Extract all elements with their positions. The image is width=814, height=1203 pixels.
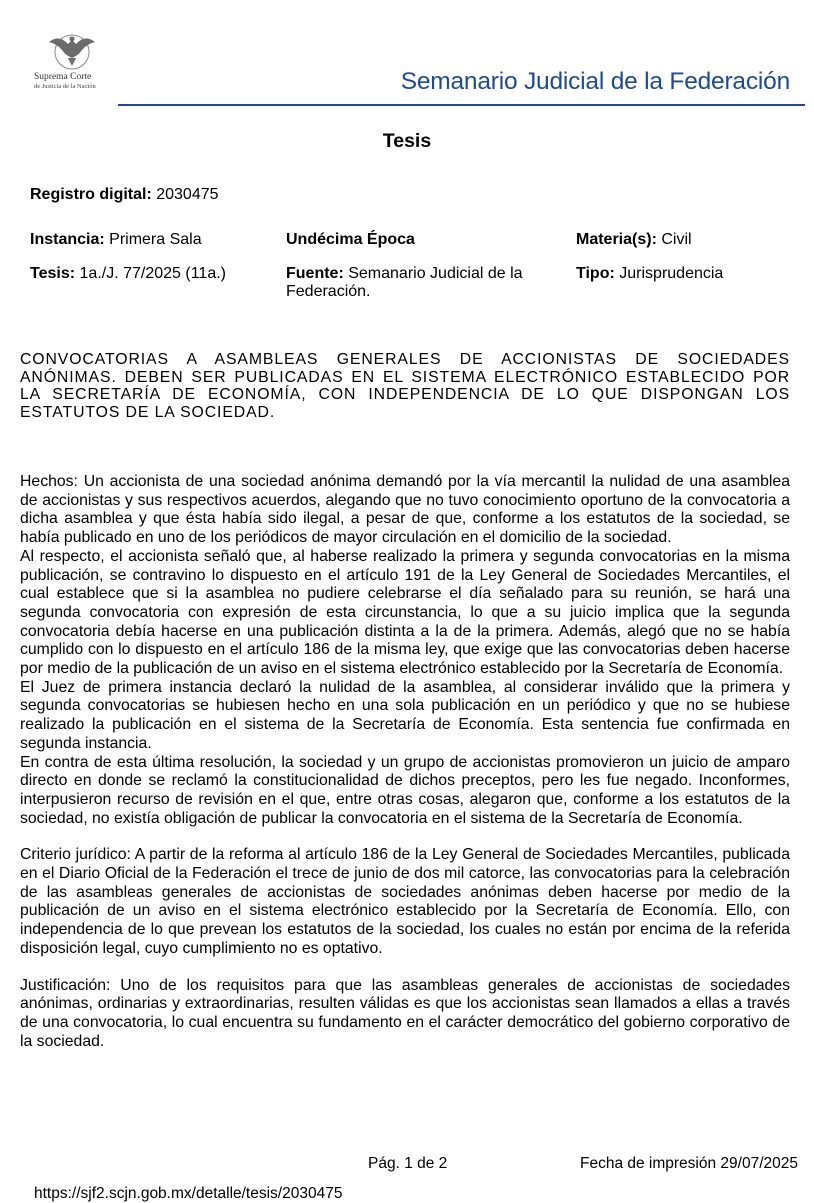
paragraph-alegatos: Al respecto, el accionista señaló que, al haberse realizado la primera y segunda convocatorias en la misma publicación, se contravino lo dispuesto en el artículo 191 de la Ley General de Sociedades Mercantiles, el cual establece que si la asamblea no pudiere celebrarse el día señalado para su reunión, se hará una segunda convocatoria con expresión de esta circunstancia, lo que a su juicio implica que la segunda convocatoria debía hacerse en una publicación distinta a la de la primera. Además, alegó que no se había cumplido con lo dispuesto en el artículo 186 de la misma ley, que exige que las convocatorias deben hacerse por medio de la publicación de un aviso en el sistema electrónico establecido por la Secretaría de Economía. [20, 547, 790, 678]
tipo [576, 265, 723, 283]
epoca [286, 231, 415, 249]
materia-label: Materia(s): [576, 231, 657, 248]
tesis-body [20, 473, 790, 1051]
registro-digital [30, 186, 219, 204]
materia [576, 231, 692, 249]
tipo-value: Jurisprudencia [619, 265, 724, 282]
tesis-value: 1a./J. 77/2025 (11a.) [79, 265, 226, 282]
instancia [30, 231, 202, 249]
paragraph-justificacion: Justificación: Uno de los requisitos para que las asambleas generales de accionistas de sociedades anónimas, ordinarias y extraordinarias, resulten válidas es que los accionistas sean llamados a ellas a través de una convocatoria, lo cual encuentra su fundamento en el carácter democrático del gobierno corporativo de la sociedad. [20, 976, 790, 1050]
logo-text-line2: de Justicia de la Nación [34, 83, 96, 90]
header-divider [118, 104, 805, 106]
paragraph-criterio: Criterio jurídico: A partir de la reforma al artículo 186 de la Ley General de Sociedades Mercantiles, publicada en el Diario Oficial de la Federación el trece de junio de dos mil catorce, las convocatorias para la celebración de las asambleas generales de accionistas de sociedades anónimas deben hacerse por medio de la publicación de un aviso en el sistema electrónico establecido por la Secretaría de Economía. Ello, con independencia de lo que prevean los estatutos de la sociedad, los cuales no están por encima de la referida disposición legal, cuyo cumplimiento no es optativo. [20, 846, 790, 957]
print-date: Fecha de impresión 29/07/2025 [579, 1155, 798, 1172]
epoca-value: Undécima Época [286, 231, 415, 248]
materia-value: Civil [661, 231, 692, 248]
paragraph-amparo: En contra de esta última resolución, la sociedad y un grupo de accionistas promovieron un juicio de amparo directo en donde se reclamó la constitucionalidad de dichos preceptos, pero les fue negado. Inconformes, interpusieron recurso de revisión en el que, entre otras cosas, alegaron que, conforme a los estatutos de la sociedad, no existía obligación de publicar la convocatoria en el sistema de la Secretaría de Economía. [20, 753, 790, 827]
paragraph-primera-instancia: El Juez de primera instancia declaró la nulidad de la asamblea, al considerar inválido que la primera y segunda convocatorias se hubiesen hecho en una sola publicación en un periódico y que no se hubiese realizado la publicación en el sistema de la Secretaría de Economía. Esta sentencia fue confirmada en segunda instancia. [20, 678, 790, 752]
fuente-label: Fuente: [286, 265, 344, 282]
publication-title: Semanario Judicial de la Federación [400, 68, 790, 95]
logo-text-line1: Suprema Corte [34, 72, 92, 82]
tipo-label: Tipo: [576, 265, 615, 282]
tesis-label: Tesis: [30, 265, 76, 282]
registro-label: Registro digital: [30, 186, 152, 203]
tesis-rubro: CONVOCATORIAS A ASAMBLEAS GENERALES DE ACCIONISTAS DE SOCIEDADES ANÓNIMAS. DEBEN SER PUBLICADAS EN EL SISTEMA ELECTRÓNICO ESTABLECIDO POR LA SECRETARÍA DE ECONOMÍA, CON INDEPENDENCIA DE LO QUE DISPONGAN LOS ESTATUTOS DE LA SOCIEDAD. [20, 351, 790, 421]
document-title: Tesis [382, 130, 432, 152]
scjn-logo [28, 28, 116, 98]
instancia-label: Instancia: [30, 231, 105, 248]
registro-value: 2030475 [156, 186, 219, 203]
tesis [30, 265, 226, 283]
fuente-value: Semanario Judicial de la Federación. [286, 265, 523, 300]
eagle-emblem-icon [41, 28, 103, 70]
fuente [286, 265, 556, 301]
instancia-value: Primera Sala [109, 231, 202, 248]
source-url-link[interactable]: https://sjf2.scjn.gob.mx/detalle/tesis/2030475 [34, 1185, 343, 1202]
paragraph-hechos: Hechos: Un accionista de una sociedad anónima demandó por la vía mercantil la nulidad de una asamblea de accionistas y sus respectivos acuerdos, alegando que no tuvo conocimiento oportuno de la convocatoria a dicha asamblea y que ésta había sido ilegal, a pesar de que, conforme a los estatutos de la sociedad, se había publicado en uno de los periódicos de mayor circulación en el domicilio de la sociedad. [20, 473, 790, 547]
page-number: Pág. 1 de 2 [368, 1155, 448, 1172]
